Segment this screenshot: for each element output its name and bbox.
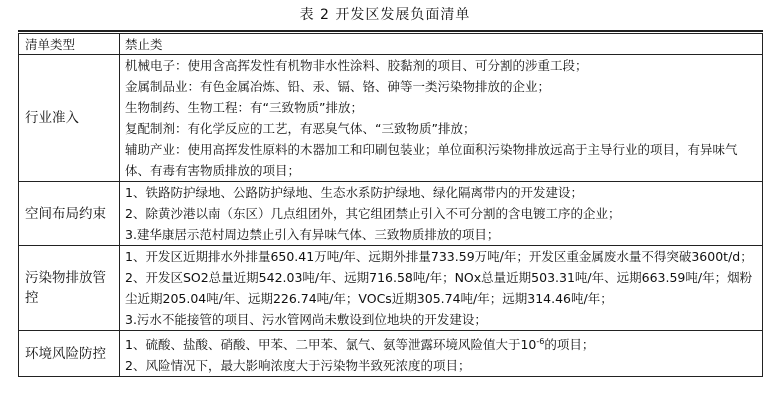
list-item: 2、风险情况下，最大影响浓度大于污染物半致死浓度的项目； (125, 358, 471, 374)
list-item: 2、开发区SO2总量近期542.03吨/年、远期716.58吨/年；NOx总量近期503.31吨/年、远期663.59吨/年；烟粉尘近期205.04吨/年、远期226.74吨/年；VOCs近期305.74吨/年；远期314.46吨/年； (125, 270, 753, 306)
list-item: 复配制剂：有化学反应的工艺，有恶臭气体、“三致物质”排放； (125, 121, 476, 136)
row-content-risk-control (120, 331, 763, 377)
list-item-text: 1、硫酸、盐酸、硝酸、甲苯、二甲苯、氯气、氨等泄露环境风险值大于10 (125, 337, 537, 353)
negative-list-table (18, 33, 763, 377)
header-prohibited: 禁止类 (120, 34, 763, 55)
table-row (19, 182, 763, 246)
row-type-pollutant-control: 污染物排放管控 (19, 246, 120, 331)
row-content-industry-access (120, 55, 763, 182)
list-item: 3.污水不能接管的项目、污水管网尚未敷设到位地块的开发建设； (125, 312, 487, 327)
row-type-industry-access: 行业准入 (19, 55, 120, 182)
row-content-pollutant-control (120, 246, 763, 331)
table-row (19, 246, 763, 331)
row-content-spatial-layout (120, 182, 763, 246)
list-item: 机械电子：使用含高挥发性有机物非水性涂料、胶黏剂的项目、可分割的涉重工段； (125, 58, 588, 73)
table-row (19, 331, 763, 377)
row-type-spatial-layout: 空间布局约束 (19, 182, 120, 246)
list-item-text-end: 的项目； (544, 337, 595, 353)
list-item: 3.建华康居示范村周边禁止引入有异味气体、三致物质排放的项目； (125, 227, 500, 242)
list-item: 1、铁路防护绿地、公路防护绿地、生态水系防护绿地、绿化隔离带内的开发建设； (125, 185, 583, 200)
list-item (125, 331, 758, 355)
row-type-risk-control: 环境风险防控 (19, 331, 120, 377)
list-item: 2、除黄沙港以南（东区）几点组团外，其它组团禁止引入不可分割的含电镀工序的企业； (125, 206, 621, 221)
header-list-type: 清单类型 (19, 34, 120, 55)
list-item: 生物制药、生物工程：有“三致物质”排放； (125, 100, 363, 115)
table-header-row (19, 34, 763, 55)
exponent: -6 (536, 337, 545, 346)
list-item: 金属制品业：有色金属冶炼、铅、汞、镉、铬、砷等一类污染物排放的企业； (125, 79, 551, 94)
table-top-rule (18, 30, 763, 32)
table-caption: 表 2 开发区发展负面清单 (299, 7, 471, 23)
table-row (19, 55, 763, 182)
list-item: 辅助产业：使用高挥发性原料的木器加工和印刷包装业；单位面积污染物排放远高于主导行业的项目，有异味气体、有毒有害物质排放的项目； (125, 142, 738, 178)
list-item: 1、开发区近期排水外排量650.41万吨/年、远期外排量733.59万吨/年；开发区重金属废水量不得突破3600t/d； (125, 249, 753, 264)
